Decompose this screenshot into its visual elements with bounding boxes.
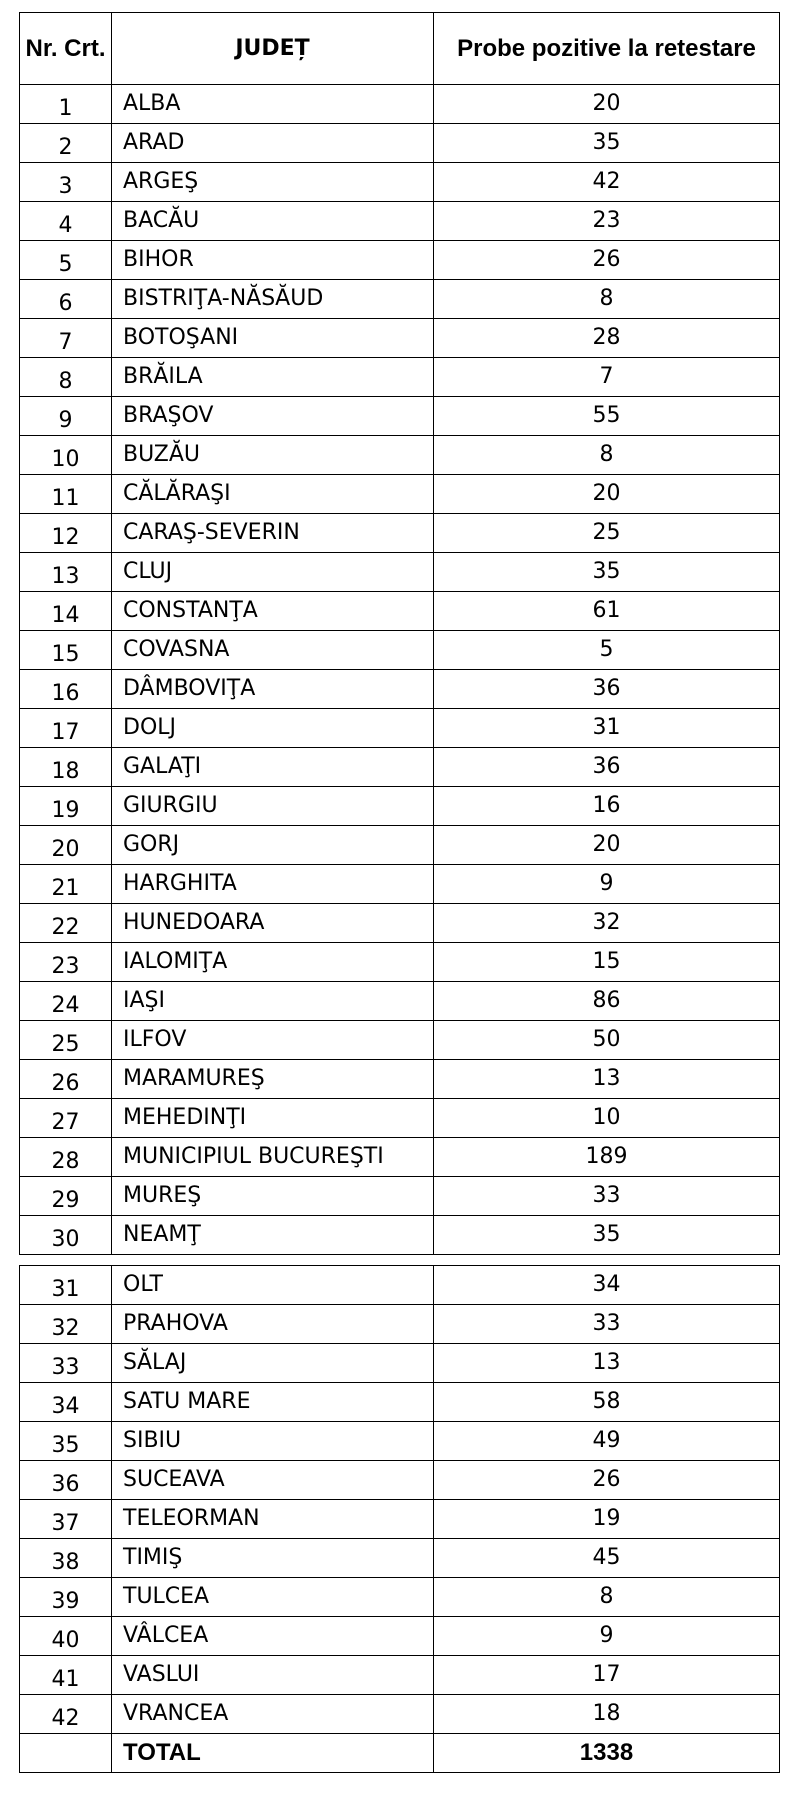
positive-retest-count: 45 bbox=[434, 1539, 780, 1578]
positive-retest-count: 5 bbox=[434, 631, 780, 670]
row-number: 15 bbox=[20, 631, 112, 670]
table-row bbox=[20, 865, 780, 904]
county-name: VRANCEA bbox=[112, 1695, 434, 1734]
positive-retest-count: 13 bbox=[434, 1060, 780, 1099]
county-results-table bbox=[19, 12, 780, 1773]
county-name: OLT bbox=[112, 1266, 434, 1305]
header-positive-retests: Probe pozitive la retestare bbox=[434, 13, 780, 85]
county-name: SĂLAJ bbox=[112, 1344, 434, 1383]
row-number: 10 bbox=[20, 436, 112, 475]
header-row bbox=[20, 13, 780, 85]
row-number: 27 bbox=[20, 1099, 112, 1138]
positive-retest-count: 8 bbox=[434, 1578, 780, 1617]
county-name: BIHOR bbox=[112, 241, 434, 280]
positive-retest-count: 9 bbox=[434, 1617, 780, 1656]
row-number: 39 bbox=[20, 1578, 112, 1617]
table-row bbox=[20, 1461, 780, 1500]
county-name: DOLJ bbox=[112, 709, 434, 748]
county-name: TULCEA bbox=[112, 1578, 434, 1617]
table-body bbox=[20, 85, 780, 1773]
county-name: IAŞI bbox=[112, 982, 434, 1021]
county-name: NEAMŢ bbox=[112, 1216, 434, 1255]
county-name: IALOMIŢA bbox=[112, 943, 434, 982]
positive-retest-count: 86 bbox=[434, 982, 780, 1021]
row-number: 3 bbox=[20, 163, 112, 202]
row-number: 16 bbox=[20, 670, 112, 709]
positive-retest-count: 36 bbox=[434, 748, 780, 787]
county-name: SATU MARE bbox=[112, 1383, 434, 1422]
county-name: HARGHITA bbox=[112, 865, 434, 904]
table-row bbox=[20, 358, 780, 397]
county-name: BRĂILA bbox=[112, 358, 434, 397]
table-row bbox=[20, 202, 780, 241]
table-row bbox=[20, 1422, 780, 1461]
positive-retest-count: 7 bbox=[434, 358, 780, 397]
row-number: 24 bbox=[20, 982, 112, 1021]
row-number: 28 bbox=[20, 1138, 112, 1177]
positive-retest-count: 17 bbox=[434, 1656, 780, 1695]
table-row bbox=[20, 280, 780, 319]
table-row bbox=[20, 514, 780, 553]
gap-cell bbox=[112, 1255, 434, 1266]
row-number: 41 bbox=[20, 1656, 112, 1695]
row-number: 36 bbox=[20, 1461, 112, 1500]
county-name: MUNICIPIUL BUCUREŞTI bbox=[112, 1138, 434, 1177]
row-number: 20 bbox=[20, 826, 112, 865]
table-row bbox=[20, 1539, 780, 1578]
table-row bbox=[20, 1216, 780, 1255]
county-name: GORJ bbox=[112, 826, 434, 865]
positive-retest-count: 8 bbox=[434, 436, 780, 475]
positive-retest-count: 33 bbox=[434, 1305, 780, 1344]
table-row bbox=[20, 826, 780, 865]
table-row bbox=[20, 1060, 780, 1099]
positive-retest-count: 9 bbox=[434, 865, 780, 904]
positive-retest-count: 16 bbox=[434, 787, 780, 826]
row-number: 38 bbox=[20, 1539, 112, 1578]
table-row bbox=[20, 1177, 780, 1216]
row-number: 30 bbox=[20, 1216, 112, 1255]
county-name: ARGEŞ bbox=[112, 163, 434, 202]
county-name: DÂMBOVIŢA bbox=[112, 670, 434, 709]
positive-retest-count: 8 bbox=[434, 280, 780, 319]
row-number: 23 bbox=[20, 943, 112, 982]
table-row bbox=[20, 1266, 780, 1305]
row-number: 5 bbox=[20, 241, 112, 280]
row-number: 11 bbox=[20, 475, 112, 514]
county-name: ARAD bbox=[112, 124, 434, 163]
positive-retest-count: 42 bbox=[434, 163, 780, 202]
table-row bbox=[20, 163, 780, 202]
positive-retest-count: 35 bbox=[434, 124, 780, 163]
row-number: 29 bbox=[20, 1177, 112, 1216]
table-row bbox=[20, 397, 780, 436]
county-name: BOTOŞANI bbox=[112, 319, 434, 358]
positive-retest-count: 19 bbox=[434, 1500, 780, 1539]
table-row bbox=[20, 1021, 780, 1060]
county-name: TELEORMAN bbox=[112, 1500, 434, 1539]
table-row bbox=[20, 982, 780, 1021]
table-row bbox=[20, 943, 780, 982]
positive-retest-count: 13 bbox=[434, 1344, 780, 1383]
county-name: GIURGIU bbox=[112, 787, 434, 826]
county-name: CARAŞ-SEVERIN bbox=[112, 514, 434, 553]
row-number: 6 bbox=[20, 280, 112, 319]
row-number: 9 bbox=[20, 397, 112, 436]
row-number: 31 bbox=[20, 1266, 112, 1305]
county-name: CĂLĂRAŞI bbox=[112, 475, 434, 514]
county-name: SUCEAVA bbox=[112, 1461, 434, 1500]
county-name: BISTRIŢA-NĂSĂUD bbox=[112, 280, 434, 319]
total-value: 1338 bbox=[434, 1734, 780, 1773]
table-row bbox=[20, 1656, 780, 1695]
county-name: VASLUI bbox=[112, 1656, 434, 1695]
positive-retest-count: 55 bbox=[434, 397, 780, 436]
row-number: 21 bbox=[20, 865, 112, 904]
table-row bbox=[20, 1138, 780, 1177]
table-row bbox=[20, 1500, 780, 1539]
positive-retest-count: 20 bbox=[434, 475, 780, 514]
row-number: 33 bbox=[20, 1344, 112, 1383]
positive-retest-count: 28 bbox=[434, 319, 780, 358]
row-number: 2 bbox=[20, 124, 112, 163]
table-row bbox=[20, 1305, 780, 1344]
positive-retest-count: 15 bbox=[434, 943, 780, 982]
table-row bbox=[20, 553, 780, 592]
county-name: CLUJ bbox=[112, 553, 434, 592]
table-row bbox=[20, 787, 780, 826]
row-number: 1 bbox=[20, 85, 112, 124]
county-name: MARAMUREŞ bbox=[112, 1060, 434, 1099]
positive-retest-count: 61 bbox=[434, 592, 780, 631]
positive-retest-count: 36 bbox=[434, 670, 780, 709]
table-row bbox=[20, 1695, 780, 1734]
row-number: 22 bbox=[20, 904, 112, 943]
row-number: 13 bbox=[20, 553, 112, 592]
table-row bbox=[20, 1578, 780, 1617]
total-row bbox=[20, 1734, 780, 1773]
county-name: MUREŞ bbox=[112, 1177, 434, 1216]
row-number: 19 bbox=[20, 787, 112, 826]
positive-retest-count: 20 bbox=[434, 85, 780, 124]
table-row bbox=[20, 85, 780, 124]
row-number: 14 bbox=[20, 592, 112, 631]
row-number: 7 bbox=[20, 319, 112, 358]
row-number: 8 bbox=[20, 358, 112, 397]
county-name: BRAŞOV bbox=[112, 397, 434, 436]
row-number: 40 bbox=[20, 1617, 112, 1656]
table-row bbox=[20, 1383, 780, 1422]
county-name: PRAHOVA bbox=[112, 1305, 434, 1344]
positive-retest-count: 34 bbox=[434, 1266, 780, 1305]
positive-retest-count: 10 bbox=[434, 1099, 780, 1138]
positive-retest-count: 35 bbox=[434, 553, 780, 592]
row-number: 4 bbox=[20, 202, 112, 241]
header-nr-crt: Nr. Crt. bbox=[20, 13, 112, 85]
positive-retest-count: 49 bbox=[434, 1422, 780, 1461]
table-row bbox=[20, 904, 780, 943]
positive-retest-count: 31 bbox=[434, 709, 780, 748]
table-row bbox=[20, 124, 780, 163]
positive-retest-count: 20 bbox=[434, 826, 780, 865]
table-row bbox=[20, 241, 780, 280]
county-name: BUZĂU bbox=[112, 436, 434, 475]
positive-retest-count: 25 bbox=[434, 514, 780, 553]
county-name: VÂLCEA bbox=[112, 1617, 434, 1656]
positive-retest-count: 26 bbox=[434, 1461, 780, 1500]
positive-retest-count: 33 bbox=[434, 1177, 780, 1216]
county-name: ILFOV bbox=[112, 1021, 434, 1060]
gap-cell bbox=[434, 1255, 780, 1266]
row-number: 34 bbox=[20, 1383, 112, 1422]
page-break-gap bbox=[20, 1255, 780, 1266]
positive-retest-count: 35 bbox=[434, 1216, 780, 1255]
table-row bbox=[20, 631, 780, 670]
county-name: COVASNA bbox=[112, 631, 434, 670]
table-row bbox=[20, 475, 780, 514]
table-row bbox=[20, 319, 780, 358]
county-name: ALBA bbox=[112, 85, 434, 124]
header-county: JUDEȚ bbox=[112, 13, 434, 85]
total-empty-cell bbox=[20, 1734, 112, 1773]
positive-retest-count: 18 bbox=[434, 1695, 780, 1734]
county-name: MEHEDINŢI bbox=[112, 1099, 434, 1138]
positive-retest-count: 32 bbox=[434, 904, 780, 943]
county-name: SIBIU bbox=[112, 1422, 434, 1461]
row-number: 17 bbox=[20, 709, 112, 748]
positive-retest-count: 26 bbox=[434, 241, 780, 280]
positive-retest-count: 23 bbox=[434, 202, 780, 241]
positive-retest-count: 50 bbox=[434, 1021, 780, 1060]
county-name: TIMIŞ bbox=[112, 1539, 434, 1578]
positive-retest-count: 189 bbox=[434, 1138, 780, 1177]
gap-cell bbox=[20, 1255, 112, 1266]
table-row bbox=[20, 436, 780, 475]
table-row bbox=[20, 1099, 780, 1138]
results-sheet bbox=[19, 12, 779, 1773]
total-label: TOTAL bbox=[112, 1734, 434, 1773]
county-name: BACĂU bbox=[112, 202, 434, 241]
row-number: 37 bbox=[20, 1500, 112, 1539]
row-number: 25 bbox=[20, 1021, 112, 1060]
county-name: GALAŢI bbox=[112, 748, 434, 787]
row-number: 12 bbox=[20, 514, 112, 553]
table-row bbox=[20, 1617, 780, 1656]
row-number: 18 bbox=[20, 748, 112, 787]
county-name: HUNEDOARA bbox=[112, 904, 434, 943]
table-row bbox=[20, 670, 780, 709]
county-name: CONSTANŢA bbox=[112, 592, 434, 631]
row-number: 26 bbox=[20, 1060, 112, 1099]
table-row bbox=[20, 592, 780, 631]
row-number: 35 bbox=[20, 1422, 112, 1461]
table-row bbox=[20, 748, 780, 787]
row-number: 42 bbox=[20, 1695, 112, 1734]
table-row bbox=[20, 1344, 780, 1383]
row-number: 32 bbox=[20, 1305, 112, 1344]
table-row bbox=[20, 709, 780, 748]
positive-retest-count: 58 bbox=[434, 1383, 780, 1422]
table-header bbox=[20, 13, 780, 85]
